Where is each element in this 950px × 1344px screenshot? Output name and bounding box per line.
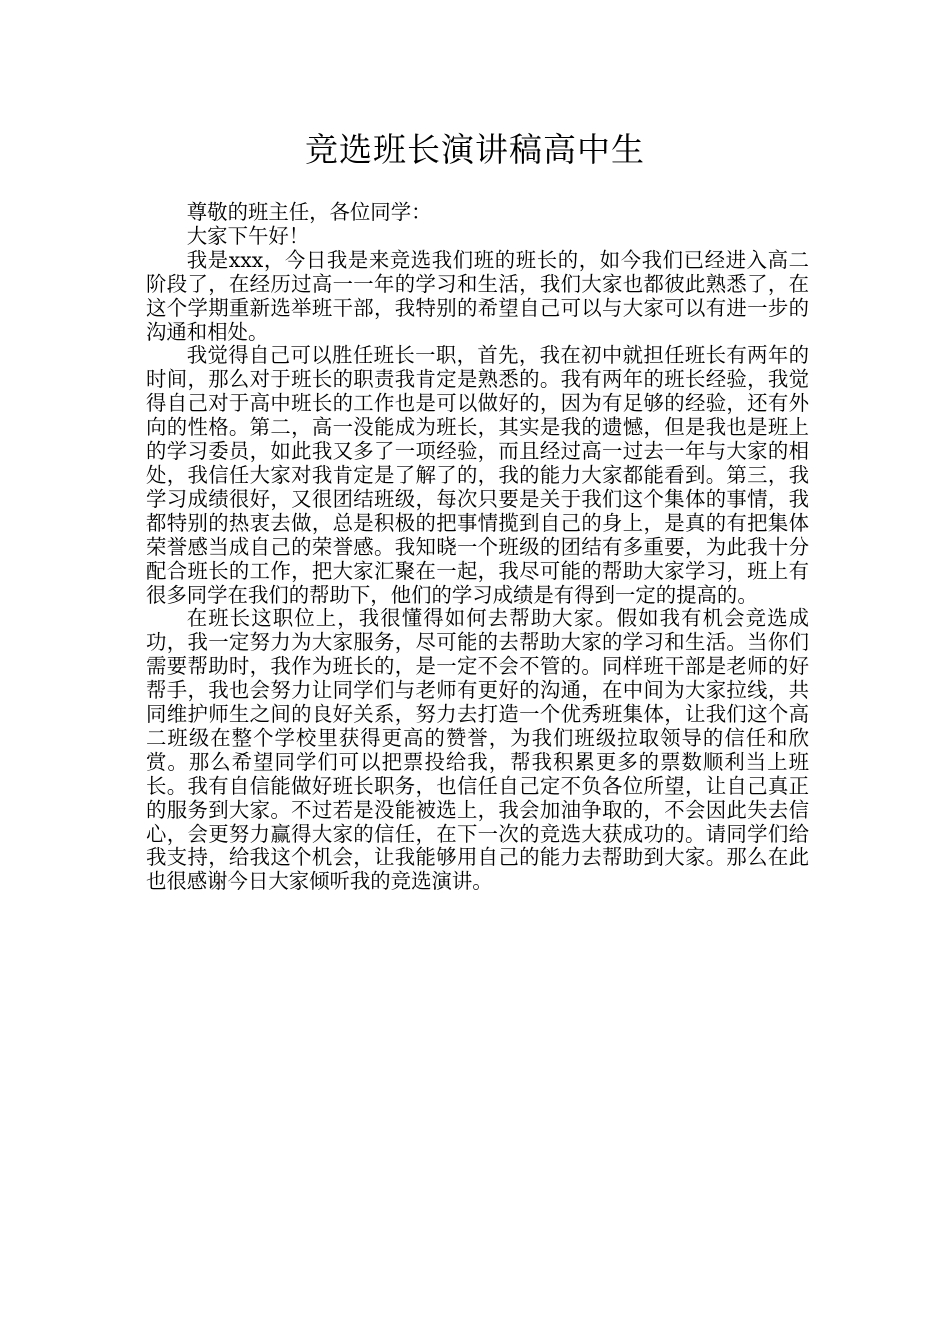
document-body [146, 201, 809, 894]
intro-paragraph: 我是xxx，今日我是来竞选我们班的班长的，如今我们已经进入高二阶段了，在经历过高一一年的学习和生活，我们大家也都彼此熟悉了，在这个学期重新选举班干部，我特别的希望自己可以与大家可以有进一步的沟通和相处。 [146, 247, 809, 344]
salutation-paragraph: 大家下午好！ [186, 223, 310, 248]
greeting-paragraph: 尊敬的班主任，各位同学： [186, 200, 432, 224]
document-title: 竞选班长演讲稿高中生 [305, 130, 645, 169]
qualifications-paragraph: 我觉得自己可以胜任班长一职，首先，我在初中就担任班长有两年的时间，那么对于班长的职责我肯定是熟悉的。我有两年的班长经验，我觉得自己对于高中班长的工作也是可以做好的，因为有足够的经验，还有外向的性格。第二，高一没能成为班长，其实是我的遗憾，但是我也是班上的学习委员，如此我又多了一项经验，而且经过高一过去一年与大家的相处，我信任大家对我肯定是了解了的，我的能力大家都能看到。第三，我学习成绩很好，又很团结班级，每次只要是关于我们这个集体的事情，我都特别的热衷去做，总是积极的把事情揽到自己的身上，是真的有把集体荣誉感当成自己的荣誉感。我知晓一个班级的团结有多重要，为此我十分配合班长的工作，把大家汇聚在一起，我尽可能的帮助大家学习，班上有很多同学在我们的帮助下，他们的学习成绩是有得到一定的提高的。 [146, 343, 809, 607]
closing-paragraph: 在班长这职位上，我很懂得如何去帮助大家。假如我有机会竞选成功，我一定努力为大家服务，尽可能的去帮助大家的学习和生活。当你们需要帮助时，我作为班长的，是一定不会不管的。同样班干部是老师的好帮手，我也会努力让同学们与老师有更好的沟通，在中间为大家拉线，共同维护师生之间的良好关系，努力去打造一个优秀班集体，让我们这个高二班级在整个学校里获得更高的赞誉，为我们班级拉取领导的信任和欣赏。那么希望同学们可以把票投给我，帮我积累更多的票数顺利当上班长。我有自信能做好班长职务，也信任自己定不负各位所望，让自己真正的服务到大家。不过若是没能被选上，我会加油争取的，不会因此失去信心，会更努力赢得大家的信任，在下一次的竞选大获成功的。请同学们给我支持，给我这个机会，让我能够用自己的能力去帮助到大家。那么在此也很感谢今日大家倾听我的竞选演讲。 [146, 606, 809, 894]
